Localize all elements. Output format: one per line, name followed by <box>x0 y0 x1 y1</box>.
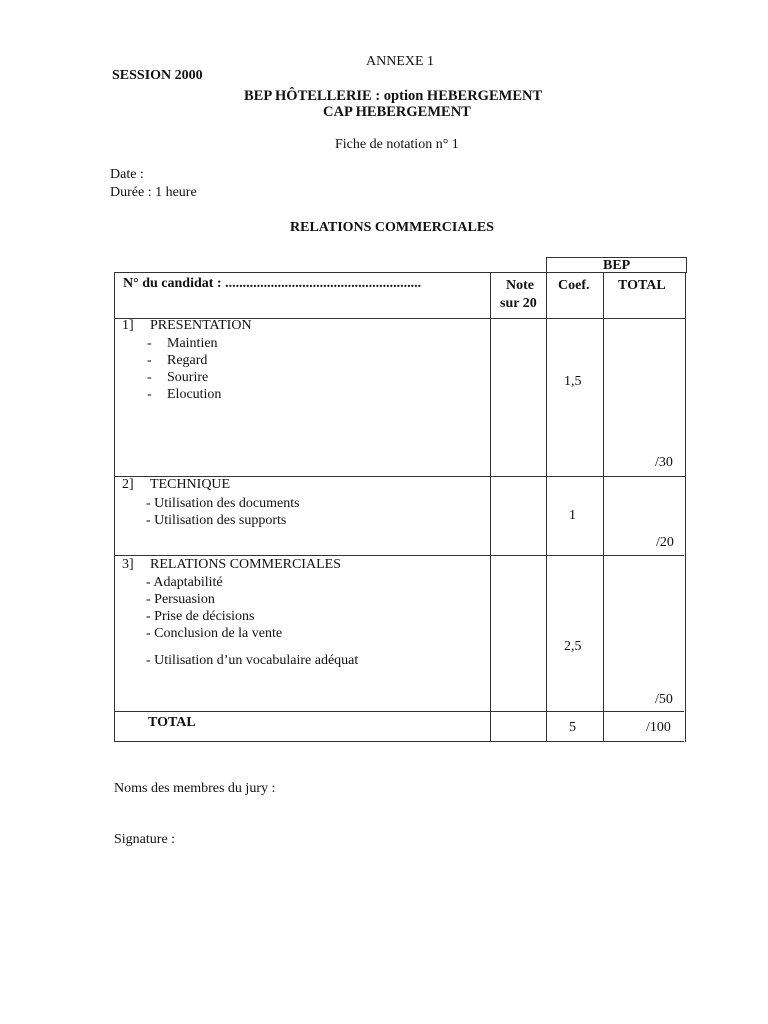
list-item: - Prise de décisions <box>146 609 255 624</box>
row-number: 2] <box>122 477 134 492</box>
row-title: RELATIONS COMMERCIALES <box>150 557 341 572</box>
row-number: 1] <box>122 318 134 333</box>
row-title: PRESENTATION <box>150 318 252 333</box>
criteria-list <box>146 574 358 669</box>
list-item: - Sourire <box>147 370 209 385</box>
total-row-label: TOTAL <box>148 715 196 730</box>
list-item: - Maintien <box>147 336 218 351</box>
candidate-number-field: N° du candidat : ........................................................ <box>123 276 422 291</box>
table-line <box>546 272 547 742</box>
exam-subtitle: CAP HEBERGEMENT <box>323 104 471 120</box>
table-line <box>114 711 684 712</box>
jury-label: Noms des membres du jury : <box>114 781 276 796</box>
list-item: - Conclusion de la vente <box>146 626 283 641</box>
coef-header: Coef. <box>558 278 590 293</box>
criteria-list <box>147 335 221 403</box>
list-item: - Regard <box>147 353 208 368</box>
list-item: - Adaptabilité <box>146 575 223 590</box>
criteria-list <box>146 495 300 529</box>
list-item: - Utilisation des documents <box>146 496 300 511</box>
duree-label: Durée : 1 heure <box>110 185 197 200</box>
total-row-coef: 5 <box>569 720 576 735</box>
table-line <box>114 741 684 742</box>
table-line <box>685 272 686 742</box>
total-value: /20 <box>656 535 674 550</box>
list-item: - Utilisation d’un vocabulaire adéquat <box>146 653 359 668</box>
bep-header: BEP <box>603 258 631 273</box>
table-line <box>546 257 547 273</box>
list-item: - Utilisation des supports <box>146 513 287 528</box>
session-label: SESSION 2000 <box>112 68 203 83</box>
row-number: 3] <box>122 557 134 572</box>
date-label: Date : <box>110 167 144 182</box>
coef-value: 2,5 <box>564 639 582 654</box>
table-line <box>114 272 115 742</box>
total-value: /50 <box>655 692 673 707</box>
section-title: RELATIONS COMMERCIALES <box>290 220 494 235</box>
list-item: - Persuasion <box>146 592 215 607</box>
table-line <box>603 272 604 742</box>
row-title: TECHNIQUE <box>150 477 231 492</box>
total-row-total: /100 <box>646 720 671 735</box>
note-header: Note <box>506 278 534 293</box>
table-line <box>490 272 491 742</box>
annexe-label: ANNEXE 1 <box>366 54 435 69</box>
signature-label: Signature : <box>114 832 176 847</box>
fiche-label: Fiche de notation n° 1 <box>335 137 459 152</box>
coef-value: 1 <box>569 508 576 523</box>
table-line <box>686 257 687 273</box>
note-header-sub: sur 20 <box>500 296 537 311</box>
table-line <box>114 555 684 556</box>
total-header: TOTAL <box>618 278 666 293</box>
coef-value: 1,5 <box>564 374 582 389</box>
list-item: - Elocution <box>147 387 222 402</box>
exam-title: BEP HÔTELLERIE : option HEBERGEMENT <box>244 88 543 104</box>
table-line <box>114 272 687 273</box>
total-value: /30 <box>655 455 673 470</box>
